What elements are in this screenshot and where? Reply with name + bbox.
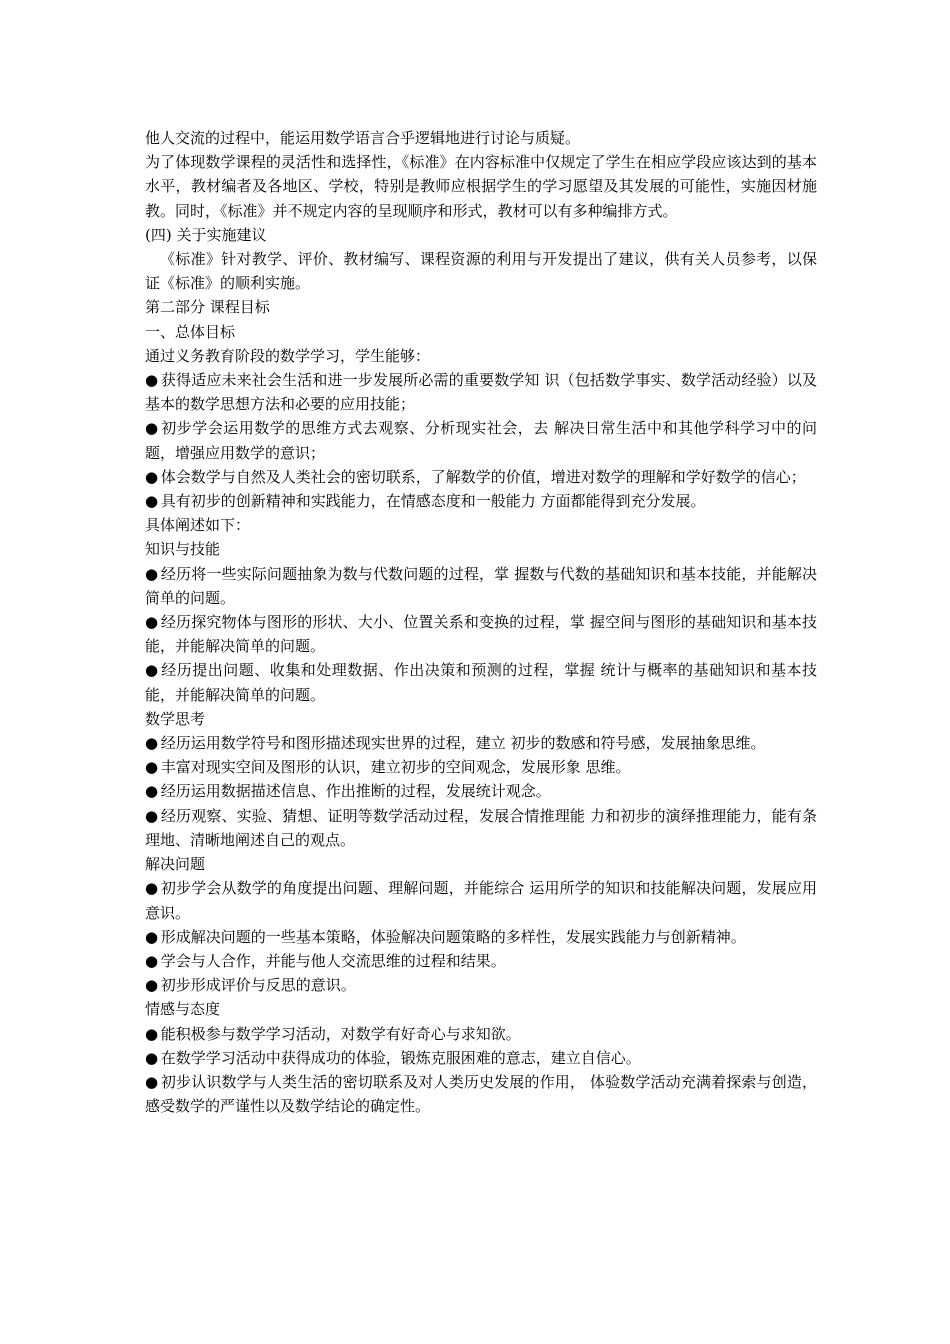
list-item-text: 学会与人合作，并能与他人交流思维的过程和结果。 [160, 951, 506, 970]
list-item-text: 体会数学与自然及人类社会的密切联系，了解数学的价值，增进对数学的理解和学好数学的信心； [160, 467, 806, 486]
bullet-icon: ● [145, 1024, 159, 1043]
list-item-text: 获得适应未来社会生活和进一步发展所必需的重要数学知 识（包括数学事实、数学活动经验）以及基本的数学思想方法和必要的应用技能； [145, 371, 817, 414]
list-item [145, 876, 817, 924]
bullet-icon: ● [145, 782, 159, 801]
list-item-text: 丰富对现实空间及图形的认识，建立初步的空间观念，发展形象 思维。 [160, 758, 631, 777]
part-heading: 第二部分 课程目标 [145, 298, 270, 317]
list-item [145, 804, 817, 852]
list-item [145, 755, 817, 779]
bullet-icon: ● [145, 734, 159, 753]
list-item-text: 形成解决问题的一些基本策略，体验解决问题策略的多样性，发展实践能力与创新精神。 [160, 927, 746, 946]
list-item [145, 1022, 817, 1046]
bullet-icon: ● [145, 492, 159, 511]
list-item-text: 在数学学习活动中获得成功的体验，锻炼克服困难的意志，建立自信心。 [160, 1048, 641, 1067]
list-item-text: 经历运用数学符号和图形描述现实世界的过程，建立 初步的数感和符号感，发展抽象思维。 [160, 734, 766, 753]
list-item [145, 1046, 817, 1070]
bullet-icon: ● [145, 758, 159, 777]
bullet-icon: ● [145, 1048, 159, 1067]
list-item-text: 经历提出问题、收集和处理数据、作出决策和预测的过程，掌握 统计与概率的基础知识和基本技能，并能解决简单的问题。 [145, 661, 817, 704]
list-item-text: 初步学会运用数学的思维方式去观察、分析现实社会，去 解决日常生活中和其他学科学习中的问题，增强应用数学的意识； [145, 419, 817, 462]
list-item [145, 973, 817, 997]
list-item [145, 658, 817, 706]
list-item [145, 731, 817, 755]
section-heading: (四) 关于实施建议 [145, 225, 267, 244]
list-item-text: 初步形成评价与反思的意识。 [160, 976, 356, 995]
paragraph: 《标准》针对教学、评价、教材编写、课程资源的利用与开发提出了建议，供有关人员参考，以保证《标准》的顺利实施。 [145, 250, 817, 293]
list-item [145, 1070, 817, 1118]
paragraph: 他人交流的过程中，能运用数学语言合乎逻辑地进行讨论与质疑。 [145, 129, 581, 147]
list-item-text: 经历将一些实际问题抽象为数与代数问题的过程，掌 握数与代数的基础知识和基本技能，并能解决简单的问题。 [145, 564, 817, 607]
bullet-icon: ● [145, 951, 159, 970]
paragraph: 通过义务教育阶段的数学学习，学生能够： [145, 346, 431, 365]
paragraph: 为了体现数学课程的灵活性和选择性，《标准》在内容标准中仅规定了学生在相应学段应该达到的基本水平，教材编者及各地区、学校，特别是教师应根据学生的学习愿望及其发展的可能性，实施因材施教。同时，《标准》并不规定内容的呈现顺序和形式，教材可以有多种编排方式。 [145, 153, 817, 220]
subsection-heading: 解决问题 [145, 855, 206, 874]
list-item-text: 初步认识数学与人类生活的密切联系及对人类历史发展的作用， 体验数学活动充满着探索与创造，感受数学的严谨性以及数学结论的确定性。 [145, 1072, 817, 1116]
list-item [145, 562, 817, 610]
list-item [145, 416, 817, 464]
bullet-icon: ● [145, 467, 159, 486]
bullet-icon: ● [145, 1072, 159, 1091]
bullet-icon: ● [145, 419, 159, 438]
list-item [145, 465, 817, 489]
bullet-icon: ● [145, 371, 159, 390]
list-item [145, 489, 817, 513]
section-heading: 一、总体目标 [145, 322, 236, 341]
subsection-heading: 知识与技能 [145, 540, 221, 559]
list-item [145, 368, 817, 416]
paragraph: 具体阐述如下： [145, 516, 251, 535]
list-item-text: 能积极参与数学学习活动，对数学有好奇心与求知欲。 [160, 1024, 521, 1043]
list-item-text: 经历探究物体与图形的形状、大小、位置关系和变换的过程，掌 握空间与图形的基础知识和基本技能，并能解决简单的问题。 [145, 613, 817, 656]
list-item [145, 610, 817, 658]
list-item-text: 经历观察、实验、猜想、证明等数学活动过程，发展合情推理能 力和初步的演绎推理能力，能有条理地、清晰地阐述自己的观点。 [145, 806, 817, 849]
list-item [145, 925, 817, 949]
bullet-icon: ● [145, 806, 159, 825]
bullet-icon: ● [145, 661, 159, 680]
list-item [145, 949, 817, 973]
bullet-icon: ● [145, 613, 159, 632]
bullet-icon: ● [145, 564, 159, 583]
list-item-text: 初步学会从数学的角度提出问题、理解问题，并能综合 运用所学的知识和技能解决问题，发展应用意识。 [145, 879, 817, 922]
document-body [145, 126, 817, 1118]
bullet-icon: ● [145, 976, 159, 995]
list-item [145, 779, 817, 803]
list-item-text: 具有初步的创新精神和实践能力，在情感态度和一般能力 方面都能得到充分发展。 [160, 492, 706, 511]
bullet-icon: ● [145, 879, 159, 898]
bullet-icon: ● [145, 927, 159, 946]
list-item-text: 经历运用数据描述信息、作出推断的过程，发展统计观念。 [160, 782, 551, 801]
subsection-heading: 数学思考 [145, 709, 206, 728]
subsection-heading: 情感与态度 [145, 1000, 221, 1019]
